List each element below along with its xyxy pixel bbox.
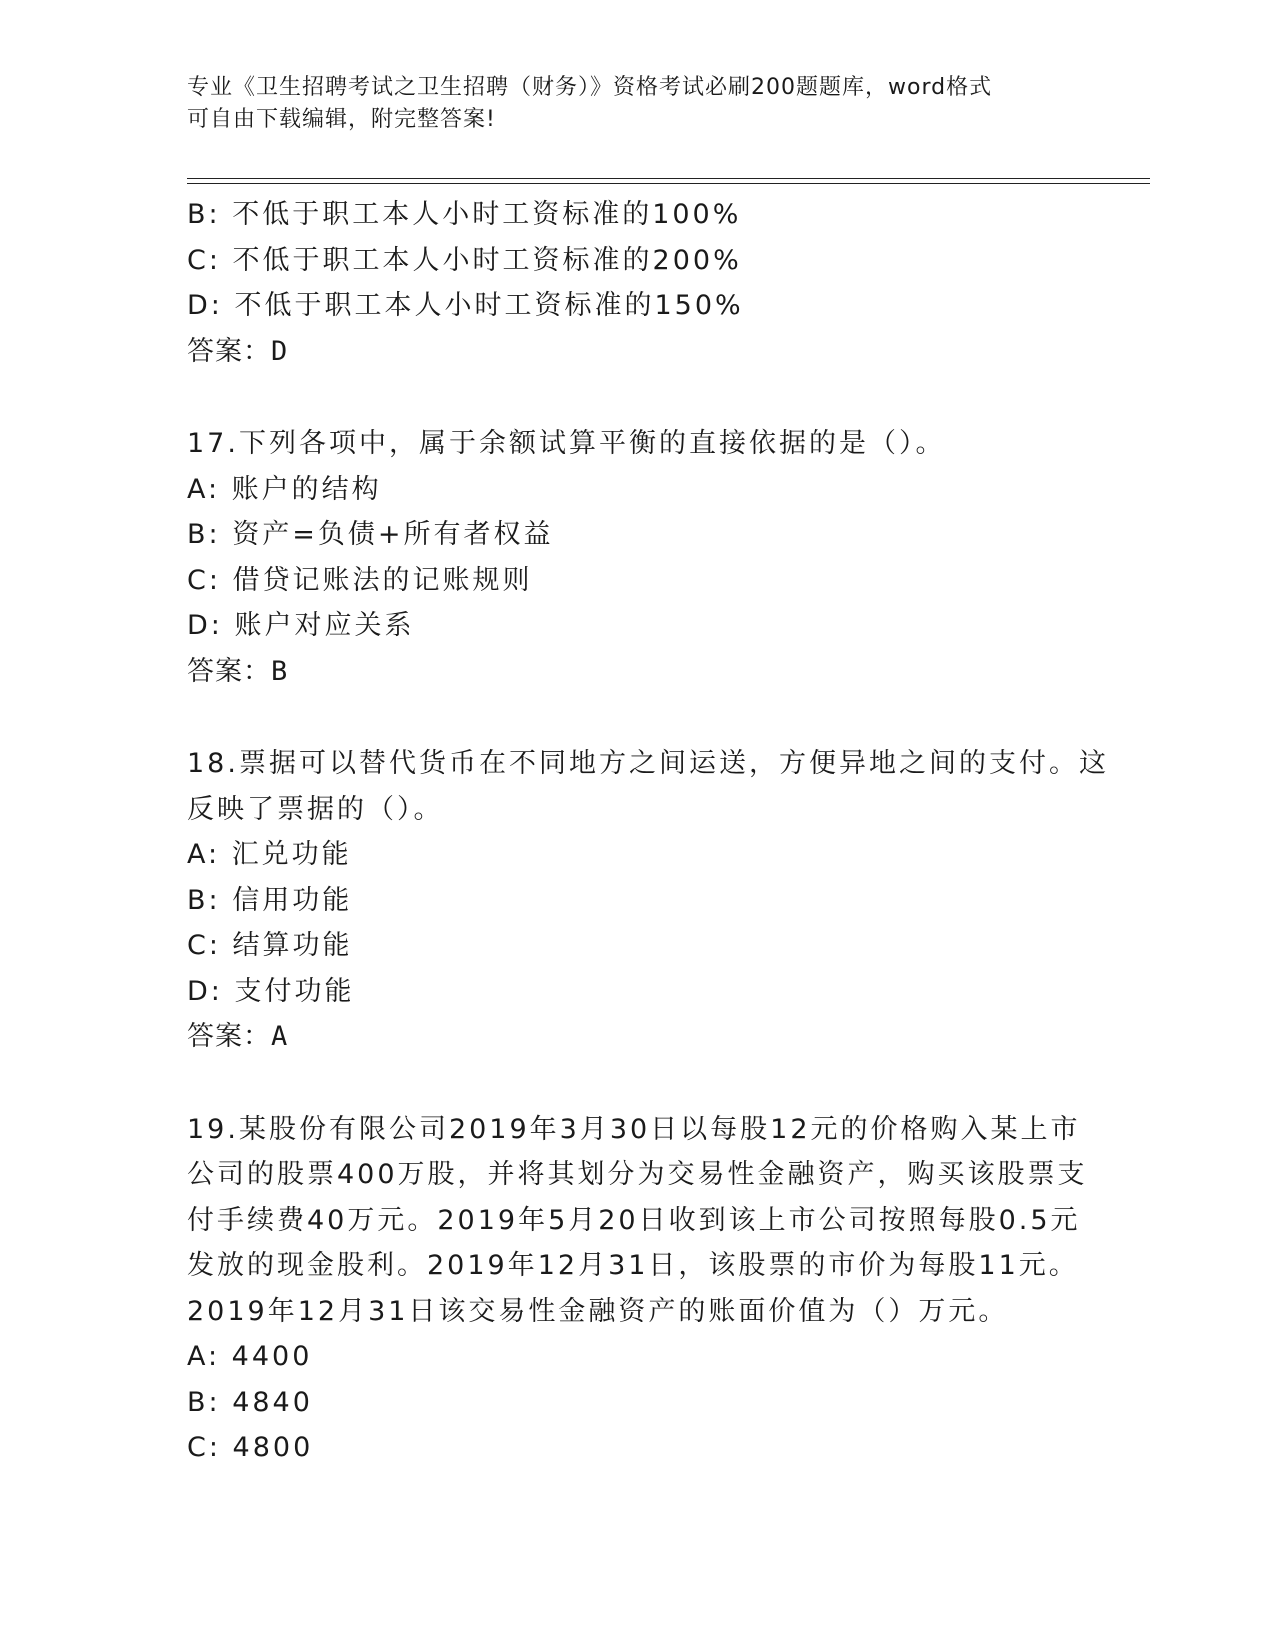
option-a: A: 账户的结构 bbox=[187, 473, 382, 505]
option-b: B: 不低于职工本人小时工资标准的100% bbox=[187, 199, 742, 230]
question-17 bbox=[187, 421, 1087, 694]
header-line-2: 可自由下载编辑，附完整答案! bbox=[187, 107, 496, 132]
option-c: C: 结算功能 bbox=[187, 930, 353, 961]
question-19 bbox=[187, 1107, 1087, 1471]
question-text-line-4: 发放的现金股利。2019年12月31日，该股票的市价为每股11元。 bbox=[187, 1250, 1079, 1281]
question-text-line-3: 付手续费40万元。2019年5月20日收到该上市公司按照每股0.5元 bbox=[187, 1204, 1081, 1236]
answer: 答案：D bbox=[187, 335, 289, 367]
option-b: B: 信用功能 bbox=[187, 884, 353, 916]
question-text-line-1: 19.某股份有限公司2019年3月30日以每股12元的价格购入某上市 bbox=[187, 1113, 1081, 1145]
option-a: A: 4400 bbox=[187, 1341, 313, 1372]
answer: 答案：A bbox=[187, 1021, 289, 1052]
question-list bbox=[187, 192, 1109, 1471]
option-a: A: 汇兑功能 bbox=[187, 839, 352, 870]
question-text-line-2: 反映了票据的（）。 bbox=[187, 793, 444, 825]
option-b: B: 资产=负债+所有者权益 bbox=[187, 519, 554, 550]
option-d: D: 不低于职工本人小时工资标准的150% bbox=[187, 290, 744, 321]
question-18 bbox=[187, 741, 1109, 1060]
option-c: C: 借贷记账法的记账规则 bbox=[187, 564, 533, 596]
answer: 答案：B bbox=[187, 655, 289, 687]
document-header bbox=[187, 72, 1067, 136]
header-divider-top bbox=[187, 178, 1150, 179]
option-d: D: 支付功能 bbox=[187, 975, 355, 1007]
question-text-line-5: 2019年12月31日该交易性金融资产的账面价值为（）万元。 bbox=[187, 1295, 1009, 1327]
question-16 bbox=[187, 192, 1087, 374]
header-line-1: 专业《卫生招聘考试之卫生招聘（财务）》资格考试必刷200题题库，word格式 bbox=[187, 75, 993, 100]
option-c: C: 不低于职工本人小时工资标准的200% bbox=[187, 244, 742, 276]
header-divider-bottom bbox=[187, 183, 1150, 184]
option-b: B: 4840 bbox=[187, 1386, 313, 1418]
spacer bbox=[187, 374, 1087, 421]
question-text: 17.下列各项中，属于余额试算平衡的直接依据的是（）。 bbox=[187, 428, 946, 459]
spacer bbox=[187, 694, 1087, 741]
option-d: D: 账户对应关系 bbox=[187, 610, 415, 641]
spacer bbox=[187, 1060, 1087, 1107]
option-c: C: 4800 bbox=[187, 1432, 314, 1463]
question-text-line-2: 公司的股票400万股，并将其划分为交易性金融资产，购买该股票支 bbox=[187, 1159, 1088, 1190]
question-text-line-1: 18.票据可以替代货币在不同地方之间运送，方便异地之间的支付。这 bbox=[187, 748, 1109, 779]
